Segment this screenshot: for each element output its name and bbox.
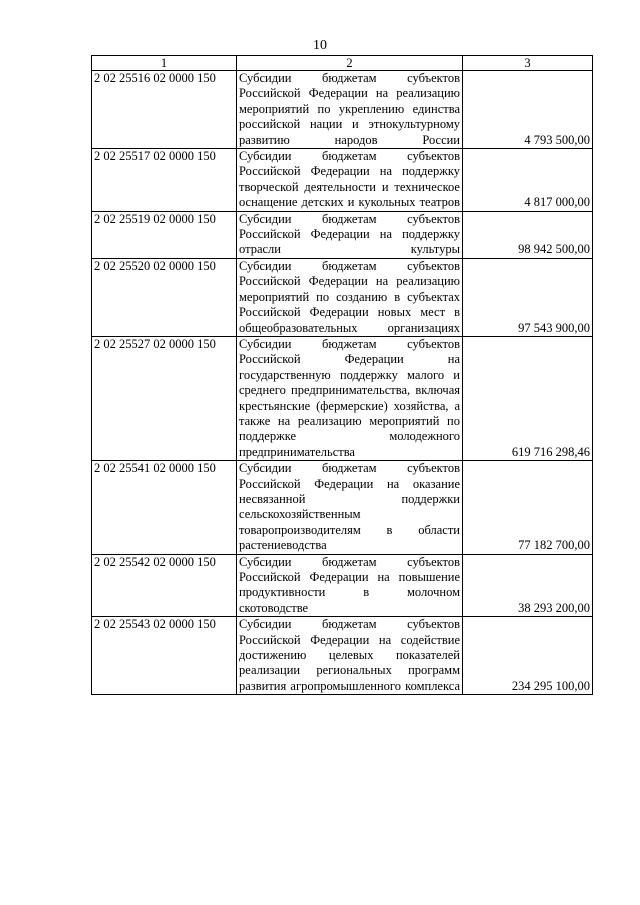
description-cell: Субсидии бюджетам субъектов Российской Федерации на оказание несвязанной поддержки сельскохозяйственным товаропроизводителям в области растениеводства — [237, 461, 463, 554]
budget-code-cell: 2 02 25543 02 0000 150 — [92, 617, 237, 695]
description-cell: Субсидии бюджетам субъектов Российской Федерации на реализацию мероприятий по созданию в субъектах Российской Федерации новых мест в общеобразовательных организациях — [237, 258, 463, 336]
table-row — [92, 71, 593, 149]
amount-cell: 97 543 900,00 — [463, 258, 593, 336]
budget-table — [91, 55, 593, 695]
table-row — [92, 149, 593, 212]
amount-cell: 4 817 000,00 — [463, 149, 593, 212]
amount-cell: 234 295 100,00 — [463, 617, 593, 695]
description-cell: Субсидии бюджетам субъектов Российской Федерации на поддержку отрасли культуры — [237, 211, 463, 258]
budget-code-cell: 2 02 25541 02 0000 150 — [92, 461, 237, 554]
column-header: 3 — [463, 56, 593, 71]
page-number: 10 — [313, 38, 327, 53]
description-cell: Субсидии бюджетам субъектов Российской Федерации на поддержку творческой деятельности и техническое оснащение детских и кукольных театров — [237, 149, 463, 212]
table-row — [92, 211, 593, 258]
column-header: 2 — [237, 56, 463, 71]
description-cell: Субсидии бюджетам субъектов Российской Федерации на реализацию мероприятий по укреплению единства российской нации и этнокультурному развитию народов России — [237, 71, 463, 149]
budget-code-cell: 2 02 25516 02 0000 150 — [92, 71, 237, 149]
table-row — [92, 554, 593, 617]
budget-code-cell: 2 02 25519 02 0000 150 — [92, 211, 237, 258]
amount-cell: 4 793 500,00 — [463, 71, 593, 149]
column-header: 1 — [92, 56, 237, 71]
table-row — [92, 336, 593, 460]
budget-code-cell: 2 02 25520 02 0000 150 — [92, 258, 237, 336]
budget-code-cell: 2 02 25517 02 0000 150 — [92, 149, 237, 212]
description-cell: Субсидии бюджетам субъектов Российской Федерации на государственную поддержку малого и среднего предпринимательства, включая крестьянские (фермерские) хозяйства, а также на реализацию мероприятий по поддержке молодежного предпринимательства — [237, 336, 463, 460]
table-row — [92, 461, 593, 554]
budget-code-cell: 2 02 25527 02 0000 150 — [92, 336, 237, 460]
table-header-row — [92, 56, 593, 71]
description-cell: Субсидии бюджетам субъектов Российской Федерации на повышение продуктивности в молочном скотоводстве — [237, 554, 463, 617]
amount-cell: 98 942 500,00 — [463, 211, 593, 258]
table-row — [92, 617, 593, 695]
amount-cell: 77 182 700,00 — [463, 461, 593, 554]
amount-cell: 619 716 298,46 — [463, 336, 593, 460]
amount-cell: 38 293 200,00 — [463, 554, 593, 617]
description-cell: Субсидии бюджетам субъектов Российской Федерации на содействие достижению целевых показателей реализации региональных программ развития агропромышленного комплекса — [237, 617, 463, 695]
table-row — [92, 258, 593, 336]
budget-code-cell: 2 02 25542 02 0000 150 — [92, 554, 237, 617]
